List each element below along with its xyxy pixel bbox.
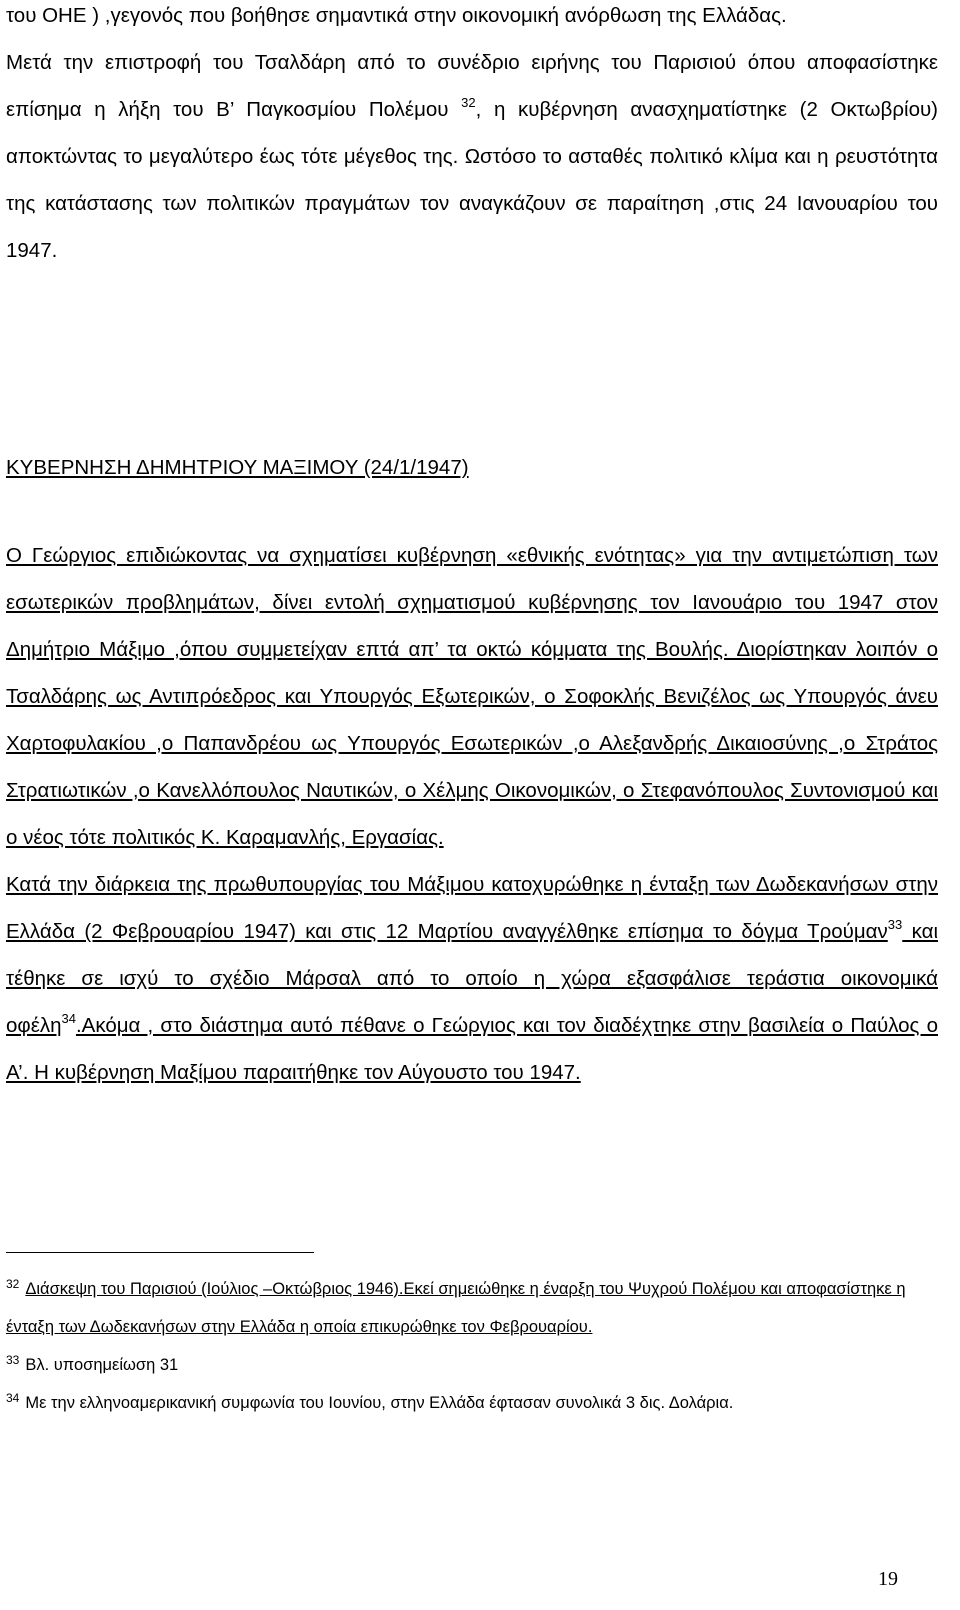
page-number: 19 (878, 1568, 898, 1590)
footnote-ref-33[interactable]: 33 (887, 917, 903, 932)
footnote-separator (6, 1252, 314, 1253)
paragraph-intro-text-1: του ΟΗΕ ) ,γεγονός που βοήθησε σημαντικά στην οικονομική ανόρθωση της Ελλάδας. (6, 4, 787, 27)
section-heading: ΚΥΒΕΡΝΗΣΗ ΔΗΜΗΤΡΙΟΥ ΜΑΞΙΜΟΥ (24/1/1947) (6, 456, 469, 479)
paragraph-government (6, 532, 938, 1096)
footnote-33 (6, 1346, 938, 1384)
footnote-text: Βλ. υποσημείωση 31 (25, 1356, 179, 1374)
footnote-text: Διάσκεψη του Παρισιού (Ιούλιος –Οκτώβριος 1946).Εκεί σημειώθηκε η έναρξη του Ψυχρού Πολέμου και αποφασίστηκε η ένταξη των Δωδεκανήσων στην Ελλάδα η οποία επικυρώθηκε τον Φεβρουαρίου. (6, 1280, 906, 1336)
paragraph-government-text: Ο Γεώργιος επιδιώκοντας να σχηματίσει κυβέρνηση «εθνικής ενότητας» για την αντιμετώπιση των εσωτερικών προβλημάτων, δίνει εντολή σχηματισμού κυβέρνησης τον Ιανουάριο του 1947 στον Δημήτριο Μάξιμο ,όπου συμμετείχαν επτά απ’ τα οκτώ κόμματα της Βουλής. Διορίστηκαν λοιπόν ο Τσαλδάρης ως Αντιπρόεδρος και Υπουργός Εξωτερικών, ο Σοφοκλής Βενιζέλος ως Υπουργός άνευ Χαρτοφυλακίου ,ο Παπανδρέου ως Υπουργός Εσωτερικών ,ο Αλεξανδρής Δικαιοσύνης ,ο Στράτος Στρατιωτικών ,ο Κανελλόπουλος Ναυτικών, ο Χέλμης Οικονομικών, ο Στεφανόπουλος Συντονισμού και ο νέος τότε πολιτικός Κ. Καραμανλής, Εργασίας. (6, 544, 938, 849)
footnote-ref-34[interactable]: 34 (61, 1011, 76, 1026)
footnote-ref-32[interactable]: 32 (461, 95, 476, 110)
footnote-number: 33 (6, 1353, 20, 1367)
footnote-number: 32 (6, 1277, 20, 1291)
paragraph-premiership-text-2: και τέθηκε σε ισχύ το σχέδιο Μάρσαλ από το οποίο η χώρα εξασφάλισε τεράστια οικονομικά οφέλη (6, 920, 938, 1037)
footnote-32 (6, 1270, 938, 1346)
paragraph-intro (6, 0, 938, 274)
footnotes-section (6, 1270, 938, 1422)
footnote-34 (6, 1384, 938, 1422)
footnote-text: Με την ελληνοαμερικανική συμφωνία του Ιουνίου, στην Ελλάδα έφτασαν συνολικά 3 δις. Δολάρια. (25, 1394, 734, 1412)
footnote-number: 34 (6, 1391, 20, 1405)
paragraph-premiership-text-3: .Ακόμα , στο διάστημα αυτό πέθανε ο Γεώργιος και τον διαδέχτηκε στην βασιλεία ο Παύλος ο Α’. Η κυβέρνηση Μαξίμου παραιτήθηκε τον Αύγουστο του 1947. (6, 1014, 938, 1084)
paragraph-intro-text-2: Μετά την επιστροφή του Τσαλδάρη από το συνέδριο ειρήνης του Παρισιού όπου αποφασίστηκε επίσημα η λήξη του Β’ Παγκοσμίου Πολέμου (6, 51, 938, 121)
paragraph-intro-text-3: , η κυβέρνηση ανασχηματίστηκε (2 Οκτωβρίου) αποκτώντας το μεγαλύτερο έως τότε μέγεθος της. Ωστόσο το ασταθές πολιτικό κλίμα και η ρευστότητα της κατάστασης των πολιτικών πραγμάτων τον αναγκάζουν σε παραίτηση ,στις 24 Ιανουαρίου του 1947. (6, 98, 939, 262)
paragraph-premiership-text-1: Κατά την διάρκεια της πρωθυπουργίας του Μάξιμου κατοχυρώθηκε η ένταξη των Δωδεκανήσων στην Ελλάδα (2 Φεβρουαρίου 1947) και στις 12 Μαρτίου αναγγέλθηκε επίσημα το δόγμα Τρούμαν (6, 873, 938, 943)
